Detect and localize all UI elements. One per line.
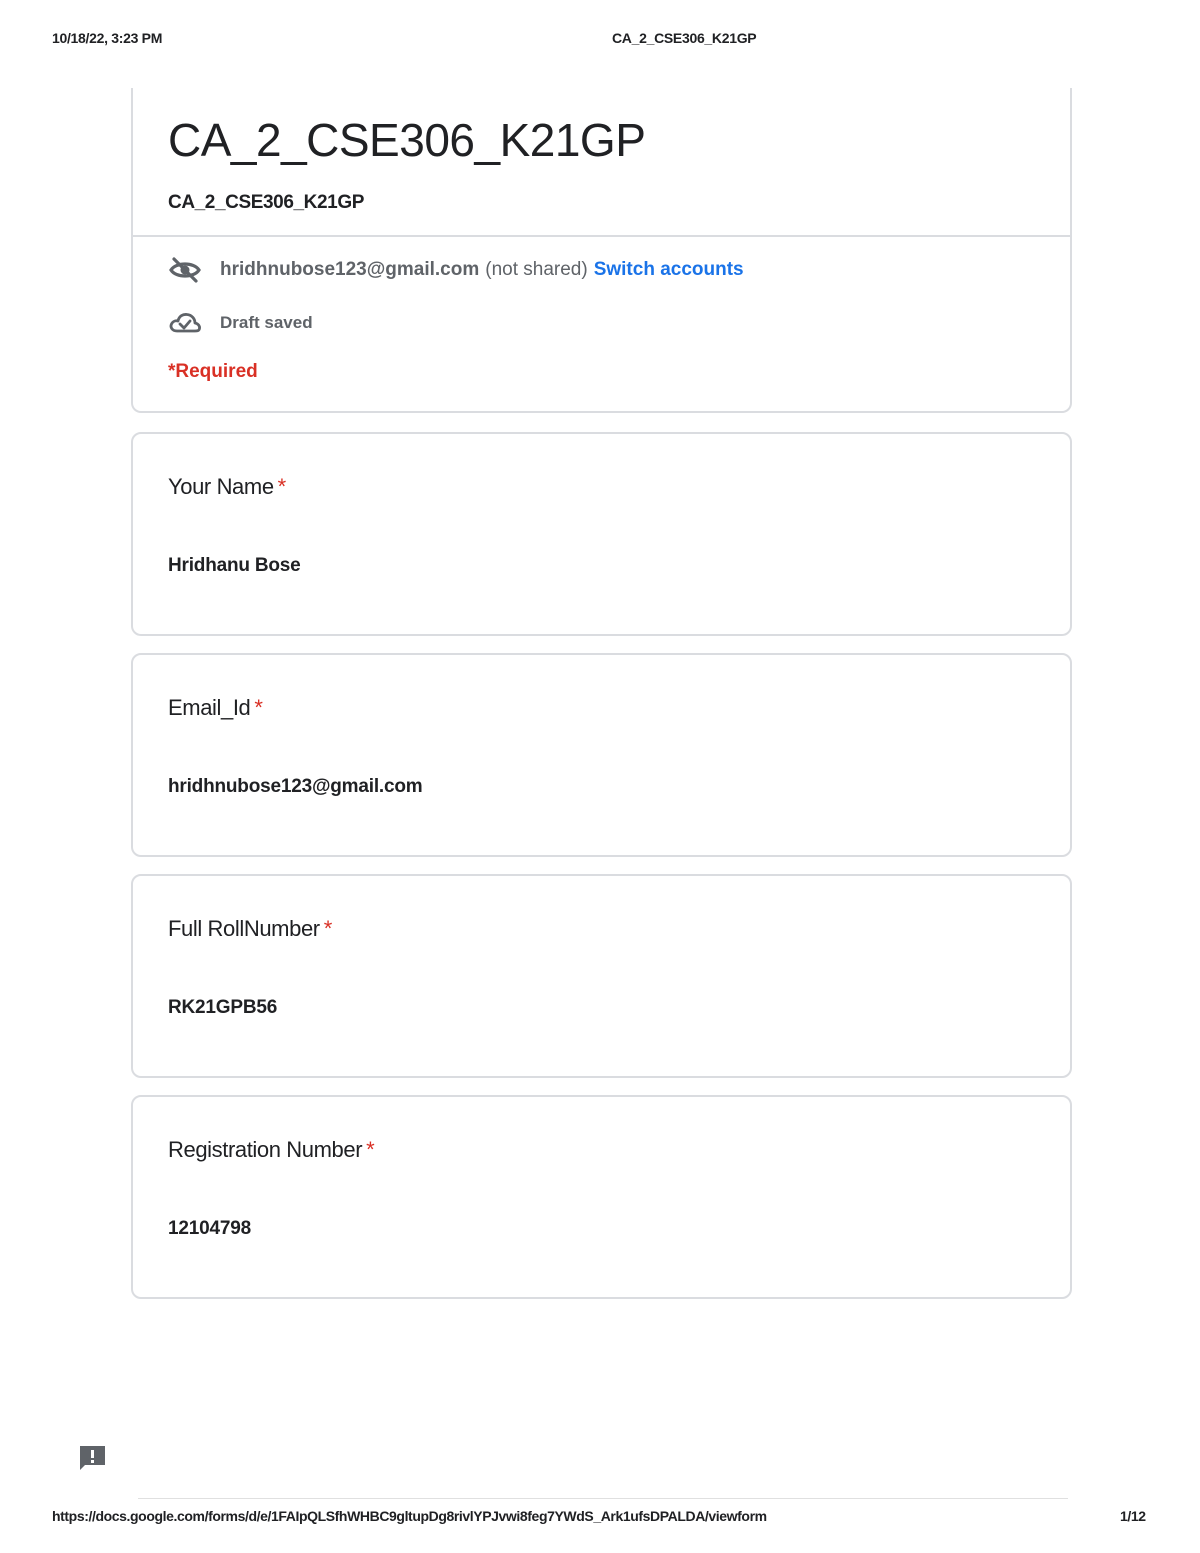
print-footer bbox=[0, 1508, 1200, 1528]
cloud-check-icon bbox=[168, 310, 202, 336]
account-email: hridhnubose123@gmail.com bbox=[220, 259, 480, 280]
form-header-card bbox=[131, 88, 1072, 413]
question-label bbox=[168, 695, 263, 721]
required-asterisk: * bbox=[254, 695, 263, 720]
required-note: *Required bbox=[168, 361, 258, 382]
question-label bbox=[168, 474, 286, 500]
eye-off-icon bbox=[168, 256, 202, 284]
form-title: CA_2_CSE306_K21GP bbox=[168, 114, 646, 166]
answer-field[interactable]: RK21GPB56 bbox=[168, 997, 278, 1018]
answer-field[interactable]: 12104798 bbox=[168, 1218, 251, 1239]
print-url: https://docs.google.com/forms/d/e/1FAIpQLSfhWHBC9gltupDg8rivlYPJvwi8feg7YWdS_Ark1ufsDPALDA/viewform bbox=[52, 1508, 767, 1524]
question-label bbox=[168, 1137, 374, 1163]
required-asterisk: * bbox=[366, 1137, 375, 1162]
header-divider bbox=[133, 235, 1070, 237]
draft-status-text: Draft saved bbox=[220, 313, 313, 332]
print-doc-title: CA_2_CSE306_K21GP bbox=[612, 30, 757, 46]
answer-field[interactable]: Hridhanu Bose bbox=[168, 555, 301, 576]
form-description: CA_2_CSE306_K21GP bbox=[168, 192, 364, 213]
switch-accounts-link[interactable]: Switch accounts bbox=[593, 259, 744, 280]
not-shared-note: (not shared) bbox=[485, 259, 588, 280]
required-asterisk: * bbox=[323, 916, 332, 941]
question-label-text: Registration Number bbox=[168, 1137, 363, 1162]
required-asterisk: * bbox=[277, 474, 286, 499]
footer-divider bbox=[138, 1498, 1068, 1499]
question-card-roll-number bbox=[131, 874, 1072, 1078]
question-label bbox=[168, 916, 332, 942]
report-feedback-icon[interactable] bbox=[77, 1443, 108, 1473]
account-row bbox=[168, 256, 744, 284]
print-header bbox=[0, 30, 1200, 50]
question-card-name bbox=[131, 432, 1072, 636]
answer-field[interactable]: hridhnubose123@gmail.com bbox=[168, 776, 423, 797]
question-card-registration-number bbox=[131, 1095, 1072, 1299]
question-label-text: Email_Id bbox=[168, 695, 251, 720]
question-card-email bbox=[131, 653, 1072, 857]
draft-status-row bbox=[168, 310, 313, 336]
page-number: 1/12 bbox=[1120, 1508, 1146, 1524]
question-label-text: Your Name bbox=[168, 474, 274, 499]
print-datetime: 10/18/22, 3:23 PM bbox=[52, 30, 163, 46]
question-label-text: Full RollNumber bbox=[168, 916, 320, 941]
